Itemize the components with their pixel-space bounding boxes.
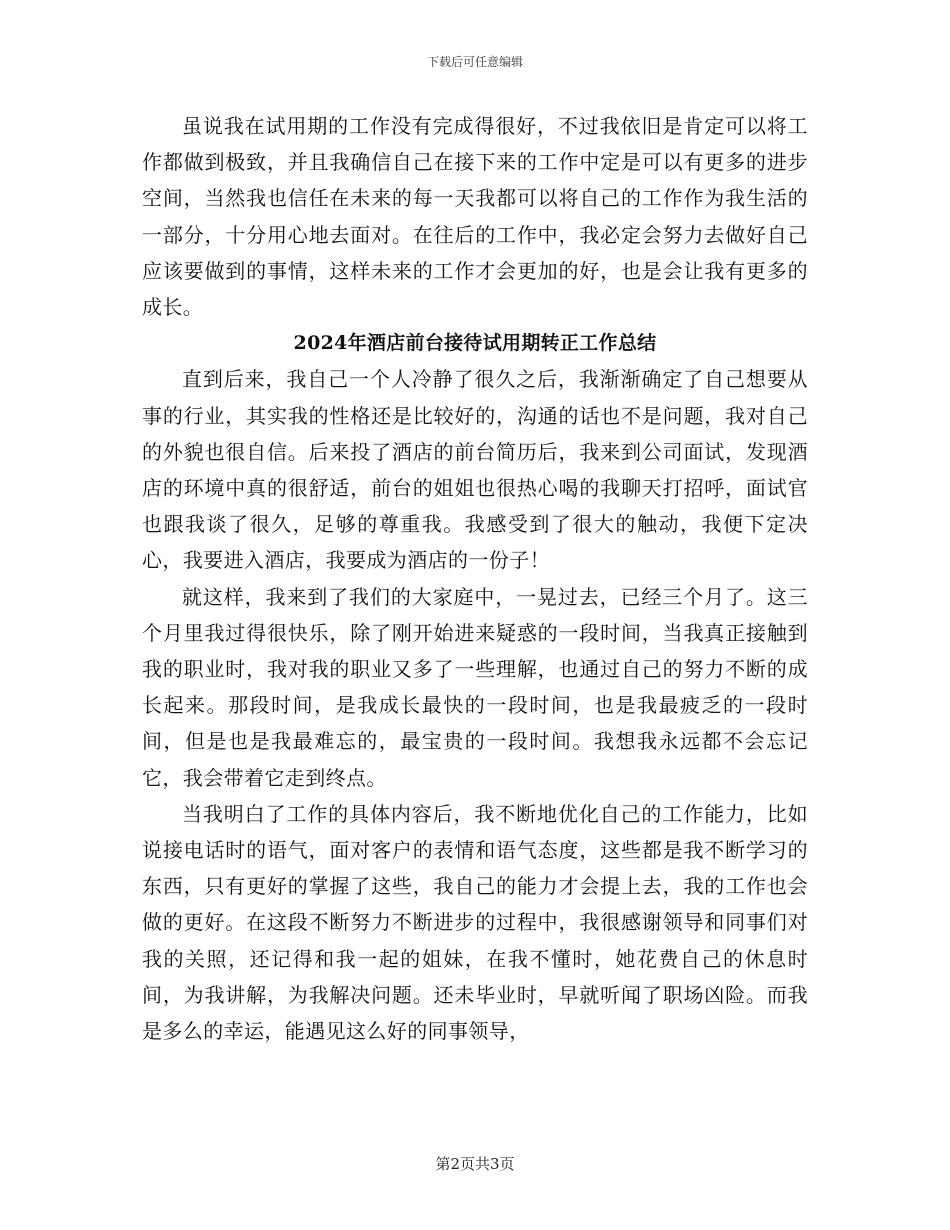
document-body (142, 108, 808, 1049)
section-title: 2024年酒店前台接待试用期转正工作总结 (293, 332, 657, 355)
page-header-note: 下载后可任意编辑 (426, 55, 523, 69)
paragraph-2: 就这样，我来到了我们的大家庭中，一晃过去，已经三个月了。这三个月里我过得很快乐，除了刚开始进来疑惑的一段时间，当我真正接触到我的职业时，我对我的职业又多了一些理解，也通过自己的努力不断的成长起来。那段时间，是我成长最快的一段时间，也是我最疲乏的一段时间，但是也是我最难忘的，最宝贵的一段时间。我想我永远都不会忘记它，我会带着它走到终点。 (142, 584, 808, 790)
paragraph-intro: 虽说我在试用期的工作没有完成得很好，不过我依旧是肯定可以将工作都做到极致，并且我确信自己在接下来的工作中定是可以有更多的进步空间，当然我也信任在未来的每一天我都可以将自己的工作作为我生活的一部分，十分用心地去面对。在往后的工作中，我必定会努力去做好自己应该要做到的事情，这样未来的工作才会更加的好，也是会让我有更多的成长。 (142, 114, 808, 320)
paragraph-3: 当我明白了工作的具体内容后，我不断地优化自己的工作能力，比如说接电话时的语气，面对客户的表情和语气态度，这些都是我不断学习的东西，只有更好的掌握了这些，我自己的能力才会提上去，我的工作也会做的更好。在这段不断努力不断进步的过程中，我很感谢领导和同事们对我的关照，还记得和我一起的姐妹，在我不懂时，她花费自己的休息时间，为我讲解，为我解决问题。还未毕业时，早就听闻了职场凶险。而我是多么的幸运，能遇见这么好的同事领导， (142, 801, 808, 1044)
paragraph-1: 直到后来，我自己一个人冷静了很久之后，我渐渐确定了自己想要从事的行业，其实我的性格还是比较好的，沟通的话也不是问题，我对自己的外貌也很自信。后来投了酒店的前台简历后，我来到公司面试，发现酒店的环境中真的很舒适，前台的姐姐也很热心喝的我聊天打招呼，面试官也跟我谈了很久，足够的尊重我。我感受到了很大的触动，我便下定决心，我要进入酒店，我要成为酒店的一份子！ (142, 367, 808, 573)
page-number: 第2页共3页 (435, 1155, 515, 1173)
